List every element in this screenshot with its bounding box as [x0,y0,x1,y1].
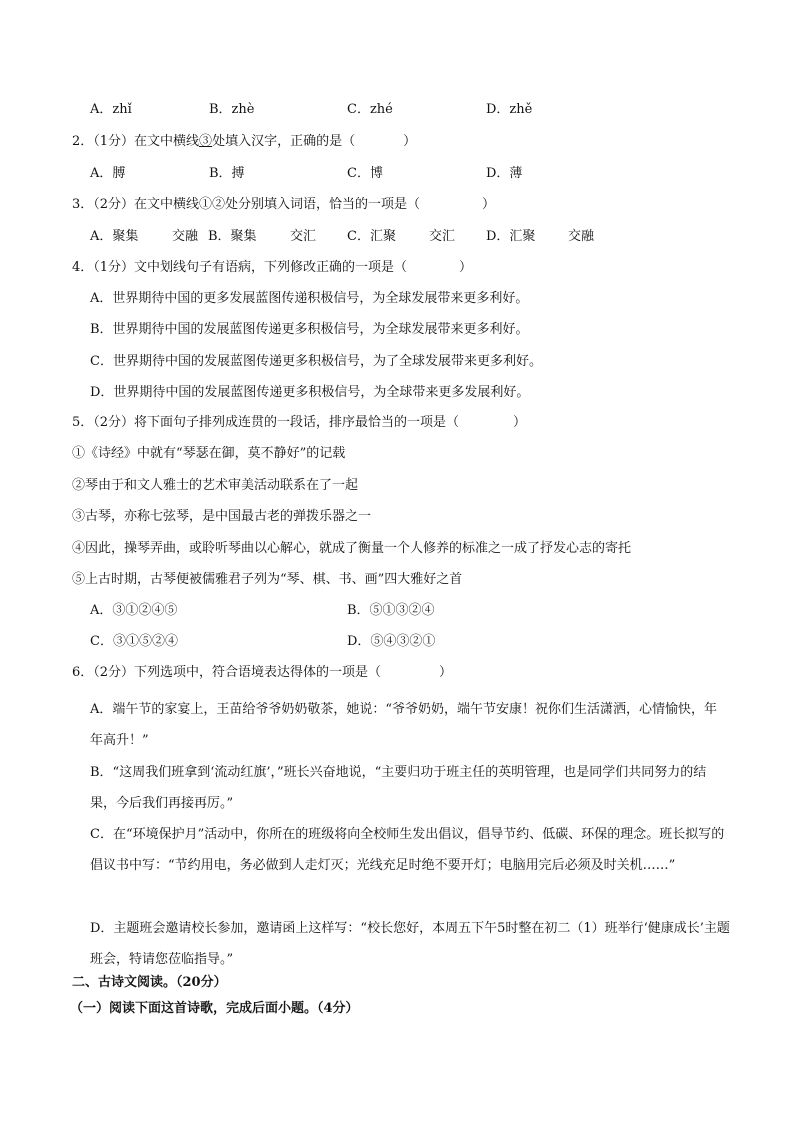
q6-stem: 6．（2分）下列选项中，符合语境表达得体的一项是（ ） [72,665,453,680]
option-a: A．聚集 [90,229,139,244]
q5-sentence-4: ④因此，操琴弄曲，或聆听琴曲以心解心，就成了衡量一个人修养的标准之一成了抒发心志的寄托 [72,541,632,556]
q5-stem: 5．（2分）将下面句子排列成连贯的一段话，排序最恰当的一项是（ ） [72,415,527,430]
option-a: A．膊 [90,166,126,181]
option-d-word2: 交融 [568,229,595,244]
option-a-word2: 交融 [172,229,199,244]
section-subtitle: （一）阅读下面这首诗歌，完成后面小题。（4分） [70,1001,359,1016]
option-c: C．③①⑤②④ [90,634,178,649]
q5-sentence-1: ①《诗经》中就有“琴瑟在御，莫不静好”的记载 [72,446,346,461]
section-title: 二、古诗文阅读。（20分） [72,975,227,990]
option-d: D．zhě [486,102,533,117]
option-b-word2: 交汇 [290,229,317,244]
q6-option-b: B．“这周我们班拿到‘流动红旗’，”班长兴奋地说，“主要归功于班主任的英明管理，也是同学们共同努力的结果，今后我们再接再厉。” [90,765,707,811]
q5-sentence-3: ③古琴，亦称七弦琴，是中国最古老的弹拨乐器之一 [72,509,372,524]
option-b: B．zhè [209,102,255,117]
q4-stem: 4．（1分）文中划线句子有语病，下列修改正确的一项是（ ） [72,260,473,275]
q6-option-c: C．在“环境保护月”活动中，你所在的班级将向全校师生发出倡议，倡导节约、低碳、环保的理念。班长拟写的倡议书中写：“节约用电，务必做到人走灯灭；光线充足时绝不要开灯；电脑用完后必须及时关机……” [90,827,725,873]
option-d: D．薄 [486,166,523,181]
option-a: A．zhǐ [90,102,132,117]
q4-option-b: B．世界期待中国的发展蓝图传递更多积极信号，为全球发展带来更多利好。 [90,322,529,337]
option-c: C．汇聚 [347,229,396,244]
q5-sentence-2: ②琴由于和文人雅士的艺术审美活动联系在了一起 [72,478,359,493]
option-b: B．⑤①③②④ [347,603,435,618]
q5-sentence-5: ⑤上古时期，古琴便被儒雅君子列为“琴、棋、书、画”四大雅好之首 [72,572,463,587]
q4-option-c: C．世界期待中国的发展蓝图传递更多积极信号，为了全球发展带来更多利好。 [90,354,542,369]
q2-stem: 2．（1分）在文中横线③处填入汉字，正确的是（ ） [72,134,417,149]
option-b: B．聚集 [208,229,257,244]
option-a: A．③①②④⑤ [90,603,178,618]
q6-option-d: D．主题班会邀请校长参加，邀请函上这样写：“校长您好，本周五下午5时整在初二（1）班举行‘健康成长’主题班会，特请您莅临指导。” [90,921,730,967]
q3-stem: 3．（2分）在文中横线①②处分别填入词语，恰当的一项是（ ） [72,197,496,212]
option-c: C．zhé [347,102,393,117]
option-c: C．博 [347,166,383,181]
q4-option-a: A．世界期待中国的更多发展蓝图传递积极信号，为全球发展带来更多利好。 [90,291,529,306]
option-b: B．搏 [209,166,245,181]
option-d: D．汇聚 [486,229,536,244]
q4-option-d: D．世界期待中国的发展蓝图传递更多积极信号，为全球带来更多发展利好。 [90,385,530,400]
option-c-word2: 交汇 [429,229,456,244]
q6-option-a: A．端午节的家宴上，王苗给爷爷奶奶敬茶，她说：“爷爷奶奶，端午节安康！祝你们生活潇洒，心情愉快，年年高升！” [90,702,718,748]
blank-mark: ③ [199,134,213,149]
option-d: D．⑤④③②① [347,634,436,649]
